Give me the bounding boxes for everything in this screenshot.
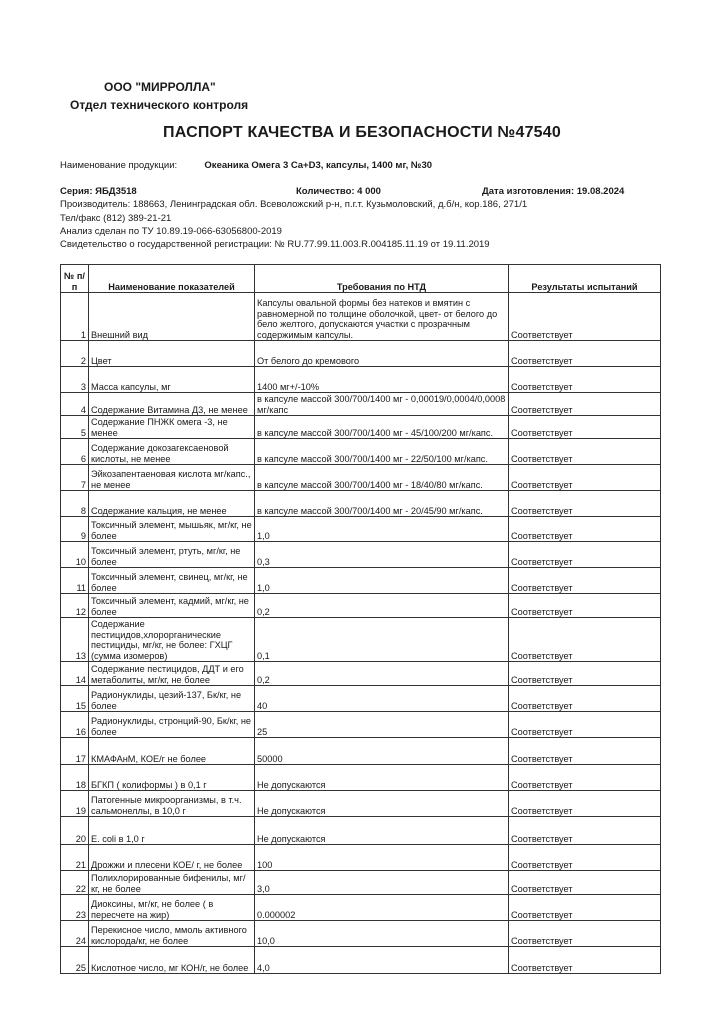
header-name: Наименование показателей — [89, 265, 255, 293]
header-requirements: Требования по НТД — [255, 265, 509, 293]
row-number: 12 — [61, 594, 89, 618]
row-result: Соответствует — [509, 465, 661, 491]
row-number: 9 — [61, 517, 89, 542]
row-requirement: 0,3 — [255, 542, 509, 568]
certificate-line: Свидетельство о государственной регистрации: № RU.77.99.11.003.R.004185.11.19 от 19.11.2019 — [60, 239, 490, 250]
row-requirement: 50000 — [255, 738, 509, 765]
product-label: Наименование продукции: — [60, 160, 178, 171]
producer-line — [60, 199, 527, 210]
table-row — [61, 738, 661, 765]
row-result: Соответствует — [509, 439, 661, 465]
row-result: Соответствует — [509, 921, 661, 947]
row-indicator-name: Эйкозапентаеновая кислота мг/капс., не менее — [89, 465, 255, 491]
row-number: 10 — [61, 542, 89, 568]
table-row — [61, 765, 661, 791]
row-requirement: 0,2 — [255, 594, 509, 618]
analysis-line: Анализ сделан по ТУ 10.89.19-066-63056800-2019 — [60, 226, 282, 237]
row-indicator-name: Радионуклиды, цезий-137, Бк/кг, не более — [89, 686, 255, 712]
manufacture-date-value: 19.08.2024 — [576, 186, 625, 197]
row-number: 5 — [61, 416, 89, 439]
row-requirement: 0,1 — [255, 618, 509, 662]
product-value: Океаника Омега 3 Ca+D3, капсулы, 1400 мг, №30 — [204, 160, 433, 171]
row-indicator-name: Токсичный элемент, ртуть, мг/кг, не более — [89, 542, 255, 568]
table-row — [61, 662, 661, 686]
row-result: Соответствует — [509, 393, 661, 416]
quantity-value: 4 000 — [357, 186, 381, 197]
row-indicator-name: Содержание ПНЖК омега -3, не менее — [89, 416, 255, 439]
table-row — [61, 465, 661, 491]
row-indicator-name: Содержание пестицидов, ДДТ и его метаболиты, мг/кг, не более — [89, 662, 255, 686]
row-number: 1 — [61, 293, 89, 341]
row-indicator-name: Токсичный элемент, мышьяк, мг/кг, не более — [89, 517, 255, 542]
table-row — [61, 817, 661, 845]
table-row — [61, 947, 661, 974]
row-indicator-name: Содержание Витамина Д3, не менее — [89, 393, 255, 416]
row-number: 25 — [61, 947, 89, 974]
row-number: 6 — [61, 439, 89, 465]
row-result: Соответствует — [509, 542, 661, 568]
table-row — [61, 491, 661, 517]
row-number: 3 — [61, 367, 89, 393]
table-row — [61, 439, 661, 465]
row-requirement: 3,0 — [255, 871, 509, 895]
table-row — [61, 871, 661, 895]
row-number: 15 — [61, 686, 89, 712]
product-line — [60, 160, 432, 171]
row-result: Соответствует — [509, 845, 661, 871]
row-result: Соответствует — [509, 517, 661, 542]
row-requirement: в капсуле массой 300/700/1400 мг - 22/50/100 мг/капс. — [255, 439, 509, 465]
row-indicator-name: Содержание докозагексаеновой кислоты, не менее — [89, 439, 255, 465]
row-indicator-name: Токсичный элемент, свинец, мг/кг, не более — [89, 568, 255, 594]
row-requirement: 0.000002 — [255, 895, 509, 921]
row-result: Соответствует — [509, 712, 661, 738]
row-requirement: 1400 мг+/-10% — [255, 367, 509, 393]
row-number: 17 — [61, 738, 89, 765]
row-requirement: Капсулы овальной формы без натеков и вмятин с равномерной по толщине оболочкой, цвет- от белого до бело желтого, допускаются участки с прозрачным содержимым капсулы. — [255, 293, 509, 341]
row-number: 21 — [61, 845, 89, 871]
row-requirement: в капсуле массой 300/700/1400 мг - 0,00019/0,0004/0,0008 мг/капс — [255, 393, 509, 416]
table-row — [61, 712, 661, 738]
row-result: Соответствует — [509, 416, 661, 439]
row-number: 4 — [61, 393, 89, 416]
row-indicator-name: Цвет — [89, 341, 255, 367]
row-number: 2 — [61, 341, 89, 367]
row-number: 20 — [61, 817, 89, 845]
table-row — [61, 393, 661, 416]
row-result: Соответствует — [509, 817, 661, 845]
table-row — [61, 542, 661, 568]
row-indicator-name: Дрожжи и плесени КОЕ/ г, не более — [89, 845, 255, 871]
row-result: Соответствует — [509, 293, 661, 341]
table-header-row — [61, 265, 661, 293]
row-requirement: 100 — [255, 845, 509, 871]
row-result: Соответствует — [509, 686, 661, 712]
series-label: Серия: — [60, 186, 93, 197]
row-indicator-name: КМАФАнМ, КОЕ/г не более — [89, 738, 255, 765]
row-result: Соответствует — [509, 341, 661, 367]
row-number: 24 — [61, 921, 89, 947]
row-result: Соответствует — [509, 618, 661, 662]
table-row — [61, 686, 661, 712]
row-result: Соответствует — [509, 662, 661, 686]
row-requirement: 25 — [255, 712, 509, 738]
document-title: ПАСПОРТ КАЧЕСТВА И БЕЗОПАСНОСТИ №47540 — [163, 124, 561, 141]
table-body — [61, 293, 661, 974]
row-indicator-name: Токсичный элемент, кадмий, мг/кг, не более — [89, 594, 255, 618]
row-result: Соответствует — [509, 491, 661, 517]
table-row — [61, 341, 661, 367]
row-number: 14 — [61, 662, 89, 686]
row-indicator-name: Содержание кальция, не менее — [89, 491, 255, 517]
table-row — [61, 618, 661, 662]
row-requirement: От белого до кремового — [255, 341, 509, 367]
table-row — [61, 921, 661, 947]
row-result: Соответствует — [509, 738, 661, 765]
row-requirement: 10,0 — [255, 921, 509, 947]
row-number: 19 — [61, 791, 89, 817]
row-number: 22 — [61, 871, 89, 895]
series-line — [60, 186, 137, 197]
table-row — [61, 517, 661, 542]
table-row — [61, 895, 661, 921]
manufacture-date-label: Дата изготовления: — [482, 186, 575, 197]
row-requirement: 1,0 — [255, 517, 509, 542]
row-result: Соответствует — [509, 791, 661, 817]
table-row — [61, 594, 661, 618]
company-name: ООО "МИРРОЛЛА" — [104, 80, 216, 94]
quantity-label: Количество: — [296, 186, 355, 197]
row-requirement: в капсуле массой 300/700/1400 мг - 45/100/200 мг/капс. — [255, 416, 509, 439]
row-requirement: 1,0 — [255, 568, 509, 594]
phone-line: Тел/факс (812) 389-21-21 — [60, 213, 172, 224]
row-indicator-name: Перекисное число, ммоль активного кислорода/кг, не более — [89, 921, 255, 947]
row-result: Соответствует — [509, 895, 661, 921]
row-indicator-name: Патогенные микроорганизмы, в т.ч. сальмонеллы, в 10,0 г — [89, 791, 255, 817]
table-row — [61, 791, 661, 817]
row-number: 16 — [61, 712, 89, 738]
row-indicator-name: Масса капсулы, мг — [89, 367, 255, 393]
row-indicator-name: Кислотное число, мг КОН/г, не более — [89, 947, 255, 974]
row-number: 18 — [61, 765, 89, 791]
producer-label: Производитель: — [60, 199, 131, 210]
row-result: Соответствует — [509, 367, 661, 393]
row-indicator-name: Диоксины, мг/кг, не более ( в пересчете на жир) — [89, 895, 255, 921]
manufacture-date-line — [482, 186, 624, 197]
department-name: Отдел технического контроля — [70, 98, 249, 112]
row-requirement: Не допускаются — [255, 817, 509, 845]
row-result: Соответствует — [509, 871, 661, 895]
row-requirement: 0,2 — [255, 662, 509, 686]
row-number: 13 — [61, 618, 89, 662]
table-row — [61, 416, 661, 439]
row-number: 23 — [61, 895, 89, 921]
row-number: 8 — [61, 491, 89, 517]
row-indicator-name: Содержание пестицидов,хлорорганические пестициды, мг/кг, не более: ГХЦГ (сумма изомеров) — [89, 618, 255, 662]
row-requirement: 4,0 — [255, 947, 509, 974]
row-indicator-name: E. coli в 1,0 г — [89, 817, 255, 845]
row-requirement: в капсуле массой 300/700/1400 мг - 18/40/80 мг/капс. — [255, 465, 509, 491]
row-number: 7 — [61, 465, 89, 491]
row-result: Соответствует — [509, 765, 661, 791]
table-row — [61, 845, 661, 871]
quantity-line — [296, 186, 381, 197]
producer-value: 188663, Ленинградская обл. Всеволожский р-н, п.г.т. Кузьмоловский, д.б/н, кор.186, 271/1 — [132, 199, 528, 210]
row-requirement: в капсуле массой 300/700/1400 мг - 20/45/90 мг/капс. — [255, 491, 509, 517]
table-row — [61, 367, 661, 393]
table-row — [61, 568, 661, 594]
row-number: 11 — [61, 568, 89, 594]
row-indicator-name: БГКП ( колиформы ) в 0,1 г — [89, 765, 255, 791]
row-requirement: 40 — [255, 686, 509, 712]
row-indicator-name: Внешний вид — [89, 293, 255, 341]
row-result: Соответствует — [509, 947, 661, 974]
row-requirement: Не допускаются — [255, 791, 509, 817]
quality-table — [60, 264, 661, 974]
table-row — [61, 293, 661, 341]
row-indicator-name: Полихлорированные бифенилы, мг/кг, не более — [89, 871, 255, 895]
row-requirement: Не допускаются — [255, 765, 509, 791]
row-indicator-name: Радионуклиды, стронций-90, Бк/кг, не более — [89, 712, 255, 738]
row-result: Соответствует — [509, 568, 661, 594]
header-num: № п/п — [61, 265, 89, 293]
series-value: ЯБД3518 — [95, 186, 137, 197]
row-result: Соответствует — [509, 594, 661, 618]
header-results: Результаты испытаний — [509, 265, 661, 293]
